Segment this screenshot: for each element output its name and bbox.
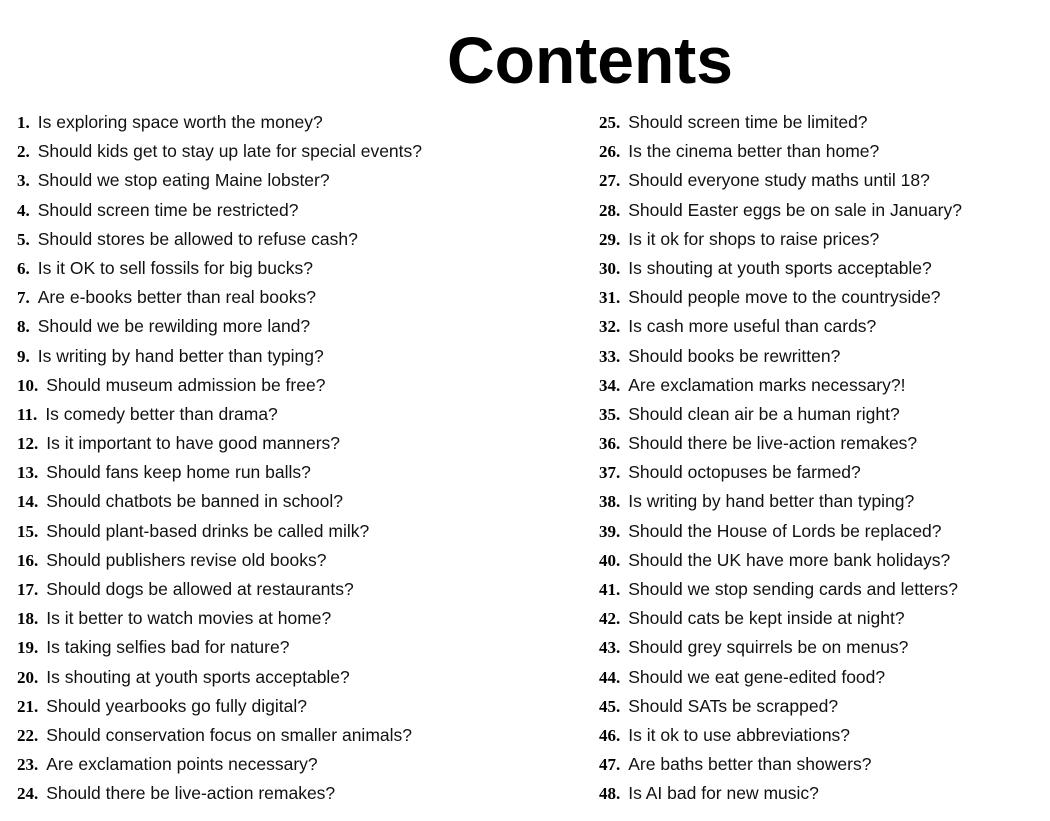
contents-item	[599, 312, 1039, 341]
item-number: 17.	[17, 580, 39, 599]
item-number: 40.	[599, 550, 621, 570]
item-number: 14.	[17, 492, 39, 512]
item-title: Should screen time be limited?	[628, 112, 868, 132]
item-number: 44.	[599, 667, 621, 687]
item-number: 12.	[17, 434, 39, 454]
item-number: 36.	[599, 434, 621, 454]
item-title: Should stores be allowed to refuse cash?	[37, 228, 358, 249]
item-number: 34.	[599, 375, 621, 395]
item-title: Should conservation focus on smaller animals?	[46, 724, 412, 745]
item-title: Should dogs be allowed at restaurants?	[46, 579, 354, 599]
contents-item	[17, 254, 587, 283]
contents-item	[17, 750, 587, 779]
contents-item	[17, 546, 587, 575]
item-title: Is the cinema better than home?	[628, 141, 880, 162]
item-number: 35.	[599, 404, 621, 424]
contents-item	[17, 692, 587, 721]
item-title: Should publishers revise old books?	[46, 549, 327, 570]
contents-item	[17, 196, 587, 225]
item-title: Is comedy better than drama?	[45, 403, 278, 424]
item-number: 3.	[17, 171, 30, 191]
contents-list-right	[599, 108, 1039, 809]
item-number: 28.	[599, 200, 621, 220]
item-number: 18.	[17, 609, 39, 629]
item-title: Should the UK have more bank holidays?	[628, 549, 951, 570]
item-number: 30.	[599, 258, 621, 278]
item-title: Is writing by hand better than typing?	[37, 345, 324, 366]
item-title: Should kids get to stay up late for special events?	[37, 141, 423, 162]
item-title: Should there be live-action remakes?	[628, 433, 918, 454]
item-number: 25.	[599, 113, 621, 132]
contents-item	[599, 108, 1039, 137]
page-title: Contents	[447, 23, 733, 97]
item-number: 37.	[599, 463, 621, 483]
item-number: 32.	[599, 317, 621, 337]
item-number: 31.	[599, 288, 621, 308]
contents-item	[599, 692, 1039, 721]
item-title: Should grey squirrels be on menus?	[628, 637, 909, 658]
contents-item	[599, 342, 1039, 371]
contents-item	[17, 225, 587, 254]
item-number: 21.	[17, 696, 39, 716]
item-number: 10.	[17, 375, 39, 395]
item-title: Should SATs be scrapped?	[628, 695, 839, 716]
item-title: Is exploring space worth the money?	[37, 112, 323, 132]
item-number: 2.	[17, 142, 30, 162]
contents-item	[17, 429, 587, 458]
contents-item	[17, 779, 587, 808]
item-title: Should we be rewilding more land?	[37, 316, 311, 337]
item-title: Is it ok to use abbreviations?	[628, 724, 851, 745]
contents-item	[17, 371, 587, 400]
item-title: Are exclamation marks necessary?!	[628, 374, 906, 395]
contents-item	[17, 633, 587, 662]
contents-item	[17, 342, 587, 371]
item-title: Should the House of Lords be replaced?	[628, 520, 942, 541]
item-number: 23.	[17, 755, 39, 775]
contents-item	[17, 400, 587, 429]
item-title: Should we eat gene-edited food?	[628, 666, 886, 687]
contents-item	[599, 283, 1039, 312]
contents-item	[17, 721, 587, 750]
item-number: 9.	[17, 346, 30, 366]
contents-item	[599, 196, 1039, 225]
item-title: Is it important to have good manners?	[46, 433, 341, 454]
contents-list-left	[17, 108, 587, 809]
item-title: Is cash more useful than cards?	[628, 316, 877, 337]
contents-item	[17, 487, 587, 516]
item-number: 43.	[599, 638, 621, 658]
item-number: 26.	[599, 142, 621, 162]
item-title: Should screen time be restricted?	[37, 199, 299, 220]
item-number: 47.	[599, 755, 621, 775]
item-title: Should chatbots be banned in school?	[46, 491, 344, 512]
contents-item	[17, 283, 587, 312]
contents-item	[599, 750, 1039, 779]
item-number: 6.	[17, 258, 30, 278]
item-title: Is shouting at youth sports acceptable?	[628, 257, 932, 278]
contents-item	[599, 429, 1039, 458]
item-number: 19.	[17, 638, 39, 658]
item-title: Are baths better than showers?	[628, 754, 872, 775]
item-title: Is writing by hand better than typing?	[628, 491, 915, 512]
contents-item	[599, 633, 1039, 662]
contents-item	[17, 312, 587, 341]
item-title: Should cats be kept inside at night?	[628, 608, 905, 629]
item-number: 41.	[599, 580, 621, 599]
contents-item	[599, 575, 1039, 604]
contents-item	[599, 663, 1039, 692]
item-title: Should museum admission be free?	[46, 374, 326, 395]
item-title: Are e-books better than real books?	[37, 287, 316, 308]
item-number: 46.	[599, 725, 621, 745]
contents-item	[599, 779, 1039, 808]
item-title: Is it OK to sell fossils for big bucks?	[37, 257, 313, 278]
contents-item	[599, 546, 1039, 575]
contents-item	[17, 517, 587, 546]
contents-item	[599, 487, 1039, 516]
item-number: 24.	[17, 784, 39, 804]
item-number: 38.	[599, 492, 621, 512]
item-title: Should everyone study maths until 18?	[628, 170, 930, 191]
item-number: 42.	[599, 609, 621, 629]
contents-item	[599, 254, 1039, 283]
item-number: 11.	[17, 404, 38, 424]
item-number: 16.	[17, 550, 39, 570]
item-number: 7.	[17, 288, 30, 308]
item-title: Should Easter eggs be on sale in January?	[628, 199, 962, 220]
item-title: Should fans keep home run balls?	[46, 462, 311, 483]
item-number: 20.	[17, 667, 39, 687]
contents-item	[599, 166, 1039, 195]
contents-item	[599, 458, 1039, 487]
contents-item	[17, 604, 587, 633]
contents-item	[599, 371, 1039, 400]
contents-item	[599, 517, 1039, 546]
item-title: Is taking selfies bad for nature?	[46, 637, 290, 658]
contents-item	[599, 604, 1039, 633]
item-title: Is it ok for shops to raise prices?	[628, 228, 880, 249]
item-title: Is AI bad for new music?	[628, 783, 819, 804]
item-number: 48.	[599, 784, 621, 804]
item-title: Should plant-based drinks be called milk?	[46, 520, 370, 541]
item-title: Are exclamation points necessary?	[46, 754, 318, 775]
contents-item	[17, 458, 587, 487]
item-number: 1.	[17, 113, 30, 132]
contents-item	[17, 108, 587, 137]
item-title: Is it better to watch movies at home?	[46, 608, 332, 629]
item-title: Should books be rewritten?	[628, 345, 841, 366]
item-number: 29.	[599, 229, 621, 249]
contents-item	[599, 721, 1039, 750]
item-number: 45.	[599, 696, 621, 716]
item-number: 4.	[17, 200, 30, 220]
contents-item	[599, 400, 1039, 429]
item-title: Should there be live-action remakes?	[46, 783, 336, 804]
item-title: Is shouting at youth sports acceptable?	[46, 666, 350, 687]
contents-item	[17, 137, 587, 166]
item-title: Should clean air be a human right?	[628, 403, 900, 424]
item-title: Should we stop sending cards and letters?	[628, 579, 959, 599]
item-number: 15.	[17, 521, 39, 541]
item-number: 5.	[17, 229, 30, 249]
item-number: 39.	[599, 521, 621, 541]
contents-item	[17, 663, 587, 692]
item-number: 8.	[17, 317, 30, 337]
item-number: 33.	[599, 346, 621, 366]
item-title: Should yearbooks go fully digital?	[46, 695, 307, 716]
item-number: 22.	[17, 725, 39, 745]
item-title: Should people move to the countryside?	[628, 287, 941, 308]
contents-item	[17, 575, 587, 604]
item-number: 27.	[599, 171, 621, 191]
item-number: 13.	[17, 463, 39, 483]
contents-item	[599, 137, 1039, 166]
item-title: Should we stop eating Maine lobster?	[37, 170, 330, 191]
contents-item	[599, 225, 1039, 254]
item-title: Should octopuses be farmed?	[628, 462, 861, 483]
contents-item	[17, 166, 587, 195]
